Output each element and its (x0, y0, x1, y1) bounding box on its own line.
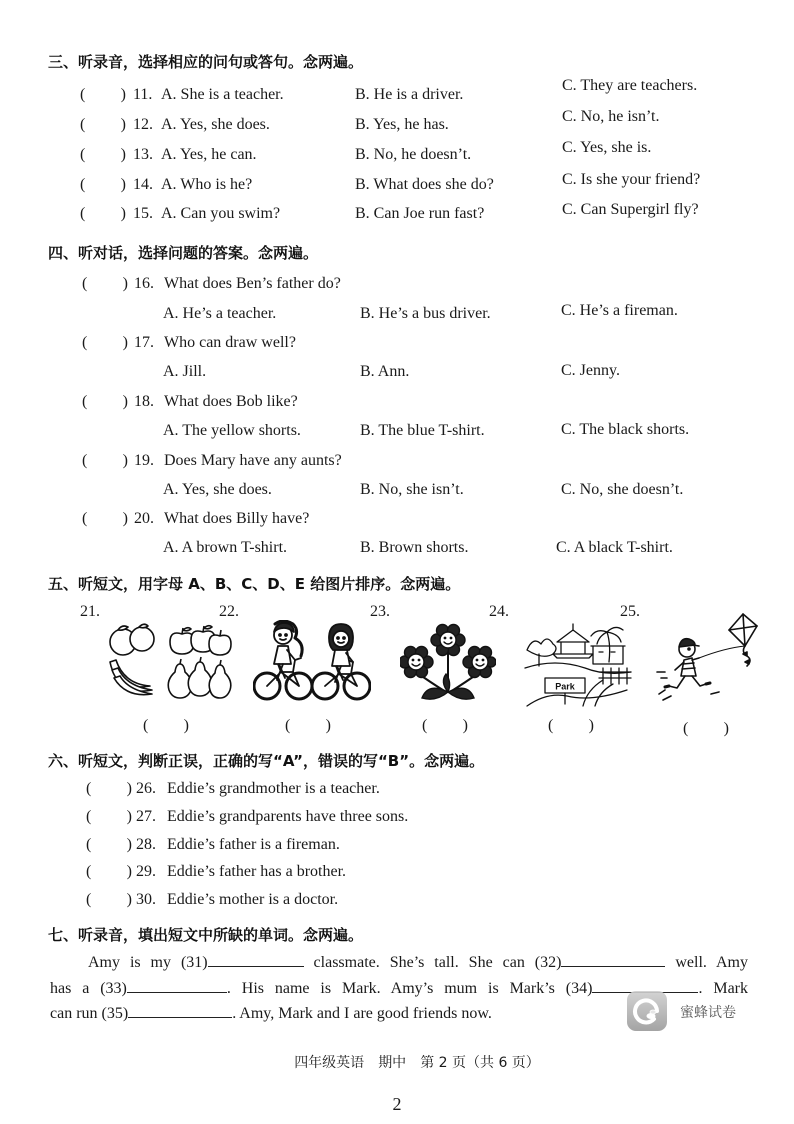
question-20-options (0, 538, 794, 558)
paren-close: ) (120, 146, 126, 163)
passage-text: . Mark (698, 980, 749, 997)
question-number: 13. (133, 146, 153, 163)
picture-number-25: 25. (620, 603, 640, 620)
paren-open: ( (80, 205, 86, 222)
section-7-heading: 七、听录音，填出短文中所缺的单词。念两遍。 (48, 926, 364, 944)
paren-close: ) (122, 393, 128, 410)
paren-open: ( (80, 146, 86, 163)
question-19-row (0, 451, 794, 471)
section-3-heading: 三、听录音，选择相应的问句或答句。念两遍。 (48, 53, 364, 71)
paren-open: ( (82, 275, 88, 292)
answer-blank-24 (548, 716, 594, 736)
paren-close: ) (122, 510, 128, 527)
option-c: C. No, she doesn’t. (561, 481, 684, 498)
paren-open: ( (86, 780, 92, 797)
option-a: A. Jill. (163, 363, 207, 380)
question-19-options (0, 480, 794, 500)
park-sign-text: Park (555, 681, 575, 692)
picture-number-24: 24. (489, 603, 509, 620)
answer-blank (82, 509, 128, 529)
option-a: A. A brown T-shirt. (163, 539, 288, 556)
paren-open: ( (683, 720, 689, 737)
question-number: 26. (136, 780, 156, 797)
option-b: B. Ann. (360, 363, 410, 380)
option-a: A. Yes, she does. (161, 116, 270, 133)
statement-28-row (0, 835, 794, 855)
page-footer (0, 1053, 794, 1073)
answer-blank (86, 807, 132, 827)
question-text: What does Billy have? (164, 510, 310, 527)
option-c: C. Jenny. (561, 362, 620, 379)
paren-close: ) (120, 86, 126, 103)
question-number: 14. (133, 176, 153, 193)
paren-open: ( (80, 116, 86, 133)
option-c: C. Is she your friend? (562, 171, 701, 188)
question-12-row (0, 108, 794, 135)
question-number: 20. (134, 510, 154, 527)
statement-29-row (0, 862, 794, 882)
answer-blank-23 (422, 716, 468, 736)
answer-blank (86, 835, 132, 855)
statement-text: Eddie’s grandmother is a teacher. (167, 780, 380, 797)
answer-blank (82, 333, 128, 353)
paren-close: ) (588, 717, 594, 734)
question-number: 15. (133, 205, 153, 222)
paren-close: ) (120, 176, 126, 193)
paren-open: ( (86, 863, 92, 880)
answer-blank (80, 115, 126, 135)
picture-number-22: 22. (219, 603, 239, 620)
option-b: B. The blue T-shirt. (360, 422, 485, 439)
question-number: 30. (136, 891, 156, 908)
paren-open: ( (82, 510, 88, 527)
answer-blank (80, 85, 126, 105)
paren-close: ) (325, 717, 331, 734)
paren-open: ( (422, 717, 428, 734)
answer-blank (82, 392, 128, 412)
paren-close: ) (462, 717, 468, 734)
paren-close: ) (126, 863, 132, 880)
section-4-heading: 四、听对话，选择问题的答案。念两遍。 (48, 244, 319, 262)
statement-30-row (0, 890, 794, 910)
question-number: 12. (133, 116, 153, 133)
fill-in-blank-35 (128, 1003, 232, 1018)
paren-close: ) (126, 780, 132, 797)
option-a: A. She is a teacher. (161, 86, 284, 103)
option-c: C. A black T-shirt. (556, 539, 673, 556)
paren-open: ( (143, 717, 149, 734)
smiling-flowers-picture (400, 620, 496, 704)
paren-close: ) (120, 205, 126, 222)
option-a: A. Can you swim? (161, 205, 281, 222)
boy-flying-kite-picture (655, 612, 761, 704)
option-a: A. He’s a teacher. (163, 305, 277, 322)
statement-27-row (0, 807, 794, 827)
paren-close: ) (122, 452, 128, 469)
paren-close: ) (120, 116, 126, 133)
paren-open: ( (82, 393, 88, 410)
fruits-picture (106, 620, 234, 702)
passage-text: can run (35) (50, 1005, 129, 1022)
question-text: Does Mary have any aunts? (164, 452, 342, 469)
question-14-row (0, 171, 794, 195)
option-b: B. What does she do? (355, 176, 494, 193)
paren-close: ) (122, 275, 128, 292)
option-b: B. Brown shorts. (360, 539, 469, 556)
option-a: A. Who is he? (161, 176, 253, 193)
statement-text: Eddie’s father has a brother. (167, 863, 347, 880)
question-number: 17. (134, 334, 154, 351)
footer-term: 期中 (378, 1055, 407, 1071)
paren-open: ( (80, 176, 86, 193)
passage-text: classmate. She’s tall. She can (32) (303, 954, 562, 971)
question-17-row (0, 333, 794, 353)
watermark-text: 蜜蜂试卷 (680, 1005, 736, 1021)
paren-close: ) (122, 334, 128, 351)
question-13-row (0, 139, 794, 165)
question-text: Who can draw well? (164, 334, 296, 351)
fill-in-blank-31 (208, 952, 304, 967)
question-number: 16. (134, 275, 154, 292)
statement-text: Eddie’s father is a fireman. (167, 836, 340, 853)
question-text: What does Ben’s father do? (164, 275, 341, 292)
option-b: B. Yes, he has. (355, 116, 449, 133)
question-number: 29. (136, 863, 156, 880)
answer-blank (80, 204, 126, 224)
passage-text: . Amy, Mark and I are good friends now. (232, 1005, 492, 1022)
section-6-heading: 六、听短文，判断正误，正确的写“A”，错误的写“B”。念两遍。 (48, 752, 485, 770)
question-16-row (0, 274, 794, 294)
option-c: C. The black shorts. (561, 421, 690, 438)
paren-open: ( (82, 334, 88, 351)
picture-number-21: 21. (80, 603, 100, 620)
answer-blank (86, 862, 132, 882)
statement-text: Eddie’s mother is a doctor. (167, 891, 339, 908)
option-b: B. Can Joe run fast? (355, 205, 485, 222)
fill-in-blank-32 (561, 952, 665, 967)
paren-close: ) (126, 808, 132, 825)
answer-blank (80, 175, 126, 195)
picture-number-23: 23. (370, 603, 390, 620)
answer-blank-25 (683, 719, 729, 739)
question-17-options (0, 362, 794, 382)
option-b: B. He’s a bus driver. (360, 305, 491, 322)
paren-open: ( (82, 452, 88, 469)
answer-blank-21 (143, 716, 189, 736)
paren-open: ( (548, 717, 554, 734)
paren-open: ( (86, 808, 92, 825)
paren-open: ( (285, 717, 291, 734)
passage-line-3 (50, 1003, 492, 1024)
option-c: C. He’s a fireman. (561, 302, 678, 319)
girls-cycling-picture (253, 620, 371, 704)
answer-blank (86, 890, 132, 910)
answer-blank (82, 451, 128, 471)
question-number: 11. (133, 86, 153, 103)
statement-text: Eddie’s grandparents have three sons. (167, 808, 409, 825)
passage-text: Amy is my (31) (88, 954, 208, 971)
statement-26-row (0, 779, 794, 799)
option-a: A. The yellow shorts. (163, 422, 301, 439)
paren-close: ) (126, 891, 132, 908)
question-15-row (0, 201, 794, 224)
option-c: C. They are teachers. (562, 77, 698, 94)
question-number: 18. (134, 393, 154, 410)
answer-blank (80, 145, 126, 165)
fill-in-blank-33 (127, 978, 227, 993)
answer-blank (86, 779, 132, 799)
question-number: 27. (136, 808, 156, 825)
option-b: B. No, she isn’t. (360, 481, 464, 498)
question-20-row (0, 509, 794, 529)
passage-text: well. Amy (665, 954, 748, 971)
question-16-options (0, 304, 794, 324)
section-5-heading: 五、听短文，用字母 A、B、C、D、E 给图片排序。念两遍。 (48, 575, 461, 593)
passage-text: . His name is Mark. Amy’s mum is Mark’s (34) (226, 980, 593, 997)
bee-logo-icon (626, 990, 668, 1032)
answer-blank (82, 274, 128, 294)
question-18-options (0, 421, 794, 441)
paren-open: ( (80, 86, 86, 103)
question-number: 19. (134, 452, 154, 469)
paren-close: ) (183, 717, 189, 734)
paren-open: ( (86, 836, 92, 853)
question-18-row (0, 392, 794, 412)
paren-close: ) (126, 836, 132, 853)
paren-open: ( (86, 891, 92, 908)
option-c: C. Yes, she is. (562, 139, 652, 156)
option-b: B. He is a driver. (355, 86, 464, 103)
question-11-row (0, 77, 794, 105)
passage-text: has a (33) (50, 980, 127, 997)
option-b: B. No, he doesn’t. (355, 146, 472, 163)
footer-subject: 四年级英语 (294, 1055, 365, 1071)
option-c: C. Can Supergirl fly? (562, 201, 699, 218)
passage-line-1 (88, 952, 748, 973)
footer-page-info: 第 2 页（共 6 页） (420, 1055, 540, 1071)
option-a: A. Yes, he can. (161, 146, 257, 163)
answer-blank-22 (285, 716, 331, 736)
park-picture (523, 620, 635, 708)
option-c: C. No, he isn’t. (562, 108, 660, 125)
question-number: 28. (136, 836, 156, 853)
page-number: 2 (392, 1094, 402, 1114)
paren-close: ) (723, 720, 729, 737)
option-a: A. Yes, she does. (163, 481, 272, 498)
question-text: What does Bob like? (164, 393, 298, 410)
